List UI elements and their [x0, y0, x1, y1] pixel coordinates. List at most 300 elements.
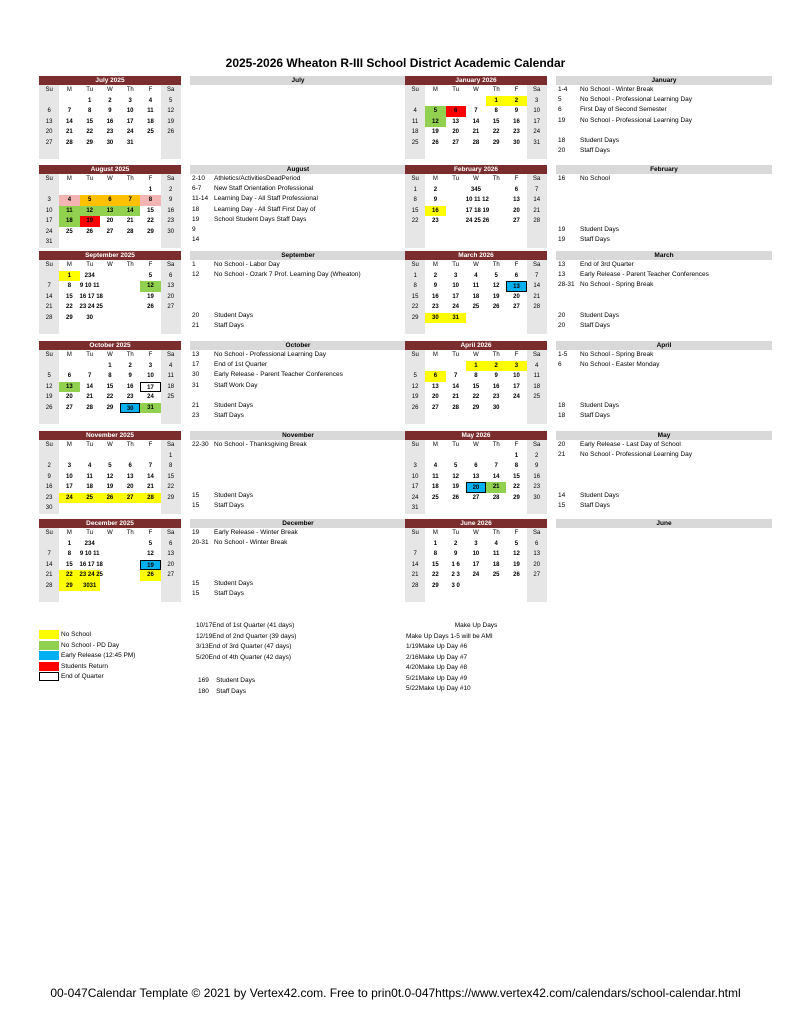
note-text — [214, 460, 406, 470]
day-cell: 16 — [432, 293, 439, 300]
day-cell: 6 — [161, 271, 181, 282]
day-cell — [120, 271, 140, 282]
day-cell: 4 — [527, 361, 547, 372]
note-row — [190, 391, 406, 401]
note-date: 15 — [192, 579, 200, 587]
weekday-label: Tu — [452, 530, 460, 536]
note-row — [190, 538, 406, 548]
day-cell — [486, 503, 506, 514]
day-cell — [120, 591, 140, 602]
weekday-label: F — [514, 352, 519, 358]
day-cell: 29 — [161, 493, 181, 504]
day-cell: 14 — [405, 560, 425, 571]
note-text: Student Days — [580, 136, 620, 144]
day-cell: 31 — [39, 237, 59, 248]
day-cell: 26 — [405, 403, 425, 414]
day-cell — [120, 503, 140, 514]
day-cell — [120, 570, 140, 581]
day-cell: 1 — [405, 271, 425, 282]
day-cell: 21 — [86, 394, 93, 400]
day-cell: 13 — [432, 383, 439, 390]
weekday-row — [39, 174, 181, 185]
note-date: 6 — [558, 106, 562, 114]
day-cell: 22 — [106, 394, 114, 400]
note-date — [556, 381, 580, 391]
day-cell: 15 — [513, 473, 520, 480]
note-row — [190, 350, 406, 360]
weekday-row — [405, 85, 547, 96]
day-cell: 345 — [470, 186, 481, 193]
weekday-label: Sa — [161, 528, 181, 539]
note-date — [190, 450, 214, 460]
week-row — [39, 413, 181, 424]
day-cell: 4 — [161, 361, 181, 372]
total-count: 169 — [198, 677, 209, 684]
day-cell: 23 — [161, 216, 181, 227]
day-cell: 24 — [513, 394, 520, 400]
day-cell: 7 — [148, 463, 153, 469]
day-cell — [486, 216, 506, 227]
week-row — [39, 482, 181, 493]
day-cell: 20 — [452, 129, 459, 135]
day-cell — [405, 451, 425, 462]
day-cell — [59, 591, 79, 602]
weekday-label: W — [107, 262, 113, 268]
note-text — [214, 559, 406, 569]
weekday-label: Tu — [86, 262, 94, 268]
day-cell: 17 18 19 — [465, 207, 490, 214]
legend-label: No School - PD Day — [61, 641, 120, 649]
weekday-label: Sa — [161, 260, 181, 271]
day-cell: 7 — [527, 271, 547, 282]
month-calendar — [405, 76, 547, 159]
day-cell — [446, 591, 466, 602]
weekday-label: F — [514, 262, 519, 268]
day-cell: 234 — [84, 272, 95, 279]
day-cell — [466, 413, 486, 424]
day-cell: 6 — [514, 186, 519, 193]
day-cell: 17 — [66, 484, 73, 490]
total-label: Staff Days — [216, 687, 246, 695]
day-cell: 14 — [66, 118, 73, 125]
week-row — [405, 549, 547, 560]
week-row — [405, 560, 547, 571]
day-cell: 22 — [513, 484, 520, 490]
week-row — [39, 96, 181, 107]
note-date: 15 — [192, 590, 200, 598]
legend-item — [39, 662, 199, 673]
weekday-label: M — [432, 530, 438, 536]
day-cell — [140, 148, 160, 159]
week-row — [405, 271, 547, 282]
day-cell: 18 — [59, 216, 79, 227]
week-row — [39, 371, 181, 382]
note-text — [580, 205, 772, 215]
week-row — [405, 227, 547, 238]
week-row — [405, 117, 547, 128]
weekday-label: Tu — [452, 352, 460, 358]
note-date — [556, 391, 580, 401]
note-text: No School - Winter Break — [580, 86, 654, 93]
day-cell: 12 — [161, 106, 181, 117]
day-cell: 17 — [39, 216, 59, 227]
weekday-label: Tu — [452, 176, 460, 182]
day-cell: 25 — [492, 572, 500, 578]
day-cell: 25 — [472, 304, 480, 310]
day-cell — [100, 271, 120, 282]
day-cell: 20 — [39, 127, 59, 138]
day-cell — [425, 451, 445, 462]
day-cell: 23 24 25 — [79, 304, 103, 310]
day-cell — [39, 451, 59, 462]
day-cell: 21 — [126, 218, 134, 224]
day-cell — [506, 413, 526, 424]
day-cell: 22 — [161, 482, 181, 493]
month-calendar — [405, 519, 547, 602]
weekday-label: Th — [492, 176, 500, 182]
day-cell: 17 — [513, 383, 520, 390]
day-cell: 6 — [39, 106, 59, 117]
day-cell: 13 — [59, 382, 79, 393]
day-cell: 23 — [432, 218, 439, 224]
day-cell: 22 — [59, 570, 79, 581]
note-date — [556, 301, 580, 311]
note-text: Student Days — [580, 311, 620, 319]
note-row — [190, 174, 406, 184]
day-cell: 6 — [67, 373, 72, 379]
note-date: 6-7 — [192, 185, 202, 193]
day-cell: 27 — [120, 493, 140, 504]
day-cell — [140, 237, 160, 248]
note-text: Athletics/ActivitiesDeadPeriod — [214, 175, 301, 182]
day-cell: 16 — [39, 482, 59, 493]
month-header: August 2025 — [39, 165, 181, 174]
note-date: 19 — [558, 236, 566, 244]
day-cell — [446, 206, 466, 217]
note-date — [190, 471, 214, 481]
day-cell: 13 — [513, 197, 520, 203]
note-row — [556, 481, 772, 491]
day-cell: 5 — [494, 272, 498, 279]
day-cell: 2 — [433, 272, 438, 279]
day-cell — [100, 313, 120, 324]
day-cell: 9 — [161, 195, 181, 206]
weekday-label: Su — [39, 260, 59, 271]
day-cell: 2 — [486, 361, 506, 372]
week-row — [405, 403, 547, 414]
note-text: Staff Days — [580, 502, 610, 510]
total-count: 180 — [198, 687, 209, 695]
day-cell: 8 — [67, 551, 72, 557]
day-cell — [100, 148, 120, 159]
day-cell — [405, 413, 425, 424]
day-cell: 16 — [527, 472, 547, 483]
note-text: Student Days — [580, 491, 620, 499]
day-cell: 13 — [161, 549, 181, 560]
day-cell — [59, 323, 79, 334]
day-cell: 15 — [405, 292, 425, 303]
note-row — [556, 95, 772, 105]
note-date: 14 — [558, 491, 566, 499]
weekday-label: Su — [39, 85, 59, 96]
day-cell: 14 — [527, 281, 547, 292]
day-cell: 18 — [432, 484, 439, 490]
note-date: 18 — [192, 205, 200, 213]
day-cell — [405, 323, 425, 334]
day-cell: 15 — [66, 293, 73, 300]
day-cell: 12 — [425, 117, 445, 128]
day-cell: 8 — [140, 195, 160, 206]
day-cell: 28 — [527, 216, 547, 227]
weekday-label: Th — [492, 530, 500, 536]
day-cell: 7 — [474, 108, 478, 114]
day-cell: 2 — [506, 96, 526, 107]
week-row — [405, 292, 547, 303]
note-row — [556, 126, 772, 136]
day-cell: 8 — [161, 461, 181, 472]
day-cell — [486, 185, 506, 196]
day-cell: 28 — [472, 139, 480, 146]
weekday-label: Su — [39, 440, 59, 451]
day-cell: 21 — [527, 206, 547, 217]
day-cell: 1 — [148, 186, 153, 193]
day-cell: 8 — [514, 463, 519, 469]
note-row — [556, 311, 772, 321]
note-date: 28-31 — [558, 281, 575, 289]
week-row — [405, 382, 547, 393]
weekday-label: F — [148, 442, 153, 448]
week-row — [405, 302, 547, 313]
day-cell — [120, 313, 140, 324]
day-cell: 7 — [494, 463, 498, 469]
day-cell: 5 — [148, 272, 153, 279]
day-cell: 17 — [405, 482, 425, 493]
day-cell: 5 — [453, 463, 458, 469]
week-row — [405, 472, 547, 483]
day-cell: 25 — [80, 493, 100, 504]
note-row — [556, 381, 772, 391]
month-header: December 2025 — [39, 519, 181, 528]
day-cell: 10 — [126, 108, 134, 114]
day-cell: 17 — [140, 382, 160, 393]
day-cell: 12 — [106, 473, 114, 480]
note-text — [580, 370, 772, 380]
day-cell: 27 — [39, 138, 59, 149]
week-row — [405, 206, 547, 217]
day-cell: 19 — [452, 484, 459, 490]
note-text: No School - Thanksgiving Break — [214, 441, 307, 448]
note-date — [556, 215, 580, 225]
note-text: Staff Days — [214, 502, 244, 510]
legend — [39, 630, 199, 683]
day-cell — [161, 403, 181, 414]
day-cell: 22 — [432, 572, 439, 578]
weekday-label: F — [148, 87, 153, 93]
weekday-label: W — [107, 442, 113, 448]
weekday-row — [405, 350, 547, 361]
week-row — [405, 96, 547, 107]
note-row — [556, 350, 772, 360]
weekday-label: Su — [405, 440, 425, 451]
week-row — [405, 185, 547, 196]
day-cell: 25 — [432, 494, 439, 501]
note-text — [214, 548, 406, 558]
day-cell: 23 — [432, 304, 439, 310]
note-row — [556, 105, 772, 115]
day-cell: 25 — [66, 228, 73, 235]
day-cell: 30 — [513, 139, 520, 146]
note-row — [190, 291, 406, 301]
day-cell: 9 — [108, 108, 112, 114]
note-text: New Staff Orientation Professional — [214, 185, 314, 193]
day-cell: 12 — [147, 551, 154, 557]
day-cell — [39, 539, 59, 550]
note-row — [190, 381, 406, 391]
note-date — [190, 548, 214, 558]
note-row — [190, 225, 406, 235]
note-date: 19 — [558, 116, 566, 124]
week-row — [39, 323, 181, 334]
day-cell: 8 — [108, 373, 112, 379]
week-row — [39, 361, 181, 372]
day-cell: 8 — [474, 373, 478, 379]
note-date: 18 — [558, 401, 566, 409]
weekday-label: Th — [126, 530, 134, 536]
day-cell: 5 — [161, 96, 181, 107]
day-cell — [161, 237, 181, 248]
note-date — [556, 481, 580, 491]
weekday-label: Su — [39, 528, 59, 539]
note-date — [190, 280, 214, 290]
quarter-item: 5/20End of 4th Quarter (42 days) — [196, 653, 292, 661]
day-cell: 27 — [513, 304, 520, 310]
note-row — [556, 440, 772, 450]
day-cell — [100, 281, 120, 292]
total-row — [198, 687, 255, 698]
day-cell: 16 — [425, 206, 445, 217]
note-row — [556, 301, 772, 311]
day-cell — [425, 227, 445, 238]
day-cell — [486, 581, 506, 592]
day-cell — [120, 185, 140, 196]
notes-header: August — [190, 165, 406, 174]
note-text: No School - Professional Learning Day — [580, 451, 693, 459]
day-cell: 3 — [148, 362, 153, 369]
day-cell: 24 — [472, 572, 480, 578]
day-cell — [466, 227, 486, 238]
note-text: End of 3rd Quarter — [580, 261, 634, 268]
weekday-label: Th — [126, 352, 134, 358]
day-cell: 23 — [106, 129, 114, 135]
week-row — [39, 403, 181, 414]
legend-label: End of Quarter — [61, 673, 104, 680]
day-cell: 30 — [120, 403, 140, 414]
note-date: 18 — [558, 136, 566, 144]
day-cell: 22 — [66, 304, 73, 310]
weekday-label: M — [66, 352, 72, 358]
day-cell: 1 — [405, 185, 425, 196]
week-row — [39, 195, 181, 206]
note-text: Staff Days — [214, 322, 244, 330]
day-cell: 22 — [405, 302, 425, 313]
day-cell: 9 — [527, 461, 547, 472]
day-cell: 30 — [492, 404, 500, 411]
weekday-row — [405, 528, 547, 539]
note-row — [190, 321, 406, 331]
day-cell — [446, 185, 466, 196]
day-cell — [466, 591, 486, 602]
weekday-label: Th — [492, 87, 500, 93]
day-cell: 7 — [87, 373, 92, 379]
day-cell — [39, 323, 59, 334]
month-calendar — [39, 251, 181, 334]
day-cell — [100, 560, 120, 571]
week-row — [39, 392, 181, 403]
week-row — [405, 451, 547, 462]
day-cell — [80, 148, 100, 159]
note-row — [556, 270, 772, 280]
day-cell: 20 — [432, 394, 439, 400]
week-row — [39, 581, 181, 592]
day-cell: 24 — [147, 394, 154, 400]
day-cell: 29 — [66, 314, 73, 321]
week-row — [39, 216, 181, 227]
week-row — [405, 570, 547, 581]
day-cell: 20 — [527, 560, 547, 571]
note-date: 18 — [558, 412, 566, 420]
weekday-label: Sa — [161, 85, 181, 96]
week-row — [405, 482, 547, 493]
day-cell: 11 — [405, 117, 425, 128]
day-cell: 10 — [513, 373, 520, 379]
day-cell — [486, 237, 506, 248]
day-cell: 26 — [452, 494, 459, 501]
note-row — [190, 235, 406, 245]
note-text — [580, 301, 772, 311]
day-cell: 29 — [472, 404, 480, 411]
weekday-label: M — [66, 262, 72, 268]
day-cell: 29 — [147, 228, 154, 235]
note-row — [190, 450, 406, 460]
day-cell: 18 — [492, 561, 500, 568]
note-text: No School - Easter Monday — [580, 361, 660, 369]
day-cell — [466, 323, 486, 334]
day-cell: 26 — [161, 127, 181, 138]
weekday-label: F — [148, 352, 153, 358]
note-row — [190, 460, 406, 470]
day-cell: 28 — [527, 302, 547, 313]
note-row — [190, 548, 406, 558]
day-cell: 29 — [513, 494, 520, 501]
day-cell: 11 — [147, 108, 154, 114]
day-cell: 31 — [405, 503, 425, 514]
weekday-label: Sa — [527, 440, 547, 451]
weekday-label: M — [432, 442, 438, 448]
week-row — [39, 185, 181, 196]
day-cell: 24 — [59, 493, 79, 504]
weekday-label: Su — [405, 260, 425, 271]
day-cell: 12 — [39, 382, 59, 393]
day-cell — [100, 185, 120, 196]
day-cell — [120, 281, 140, 292]
legend-item — [39, 630, 199, 641]
note-text: Early Release - Parent Teacher Conferences — [580, 271, 709, 279]
week-row — [405, 539, 547, 550]
day-cell — [425, 503, 445, 514]
note-date: 5 — [558, 96, 562, 104]
day-cell: 7 — [39, 549, 59, 560]
note-row — [190, 471, 406, 481]
